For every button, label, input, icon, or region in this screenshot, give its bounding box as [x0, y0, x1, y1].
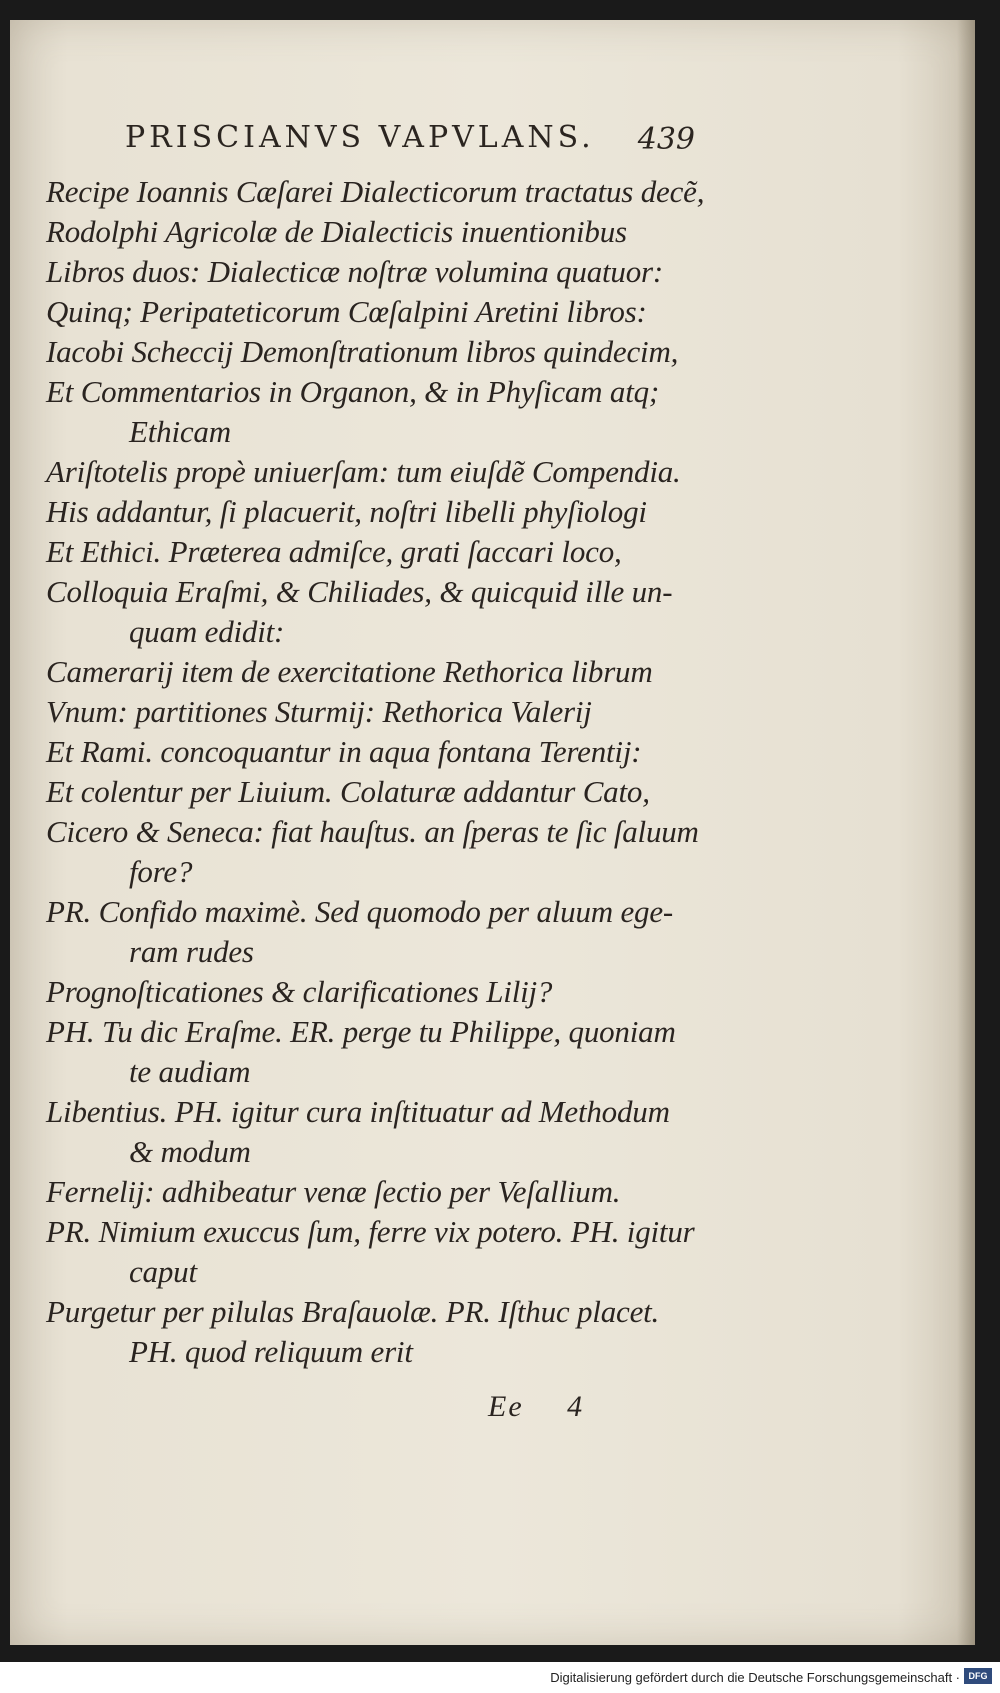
book-page: [10, 20, 975, 1645]
dfg-logo: DFG: [964, 1668, 992, 1684]
running-head: [115, 120, 695, 170]
running-title: PRISCIANVS VAPVLANS.: [125, 120, 595, 155]
page-number: 439: [637, 122, 695, 157]
verse-line: Et Commentarios in Organon, & in Phyſicam atq;: [46, 374, 660, 409]
verse-line: ram rudes: [129, 934, 254, 969]
verse-line: Camerarij item de exercitatione Rethorica librum: [46, 654, 653, 689]
page-edge-shadow: [957, 20, 975, 1645]
verse-line: Libentius. PH. igitur cura inſtituatur ad Methodum: [46, 1094, 670, 1129]
digitization-credit: Digitalisierung gefördert durch die Deutsche Forschungsgemeinschaft ·: [550, 1670, 960, 1685]
verse-line: Libros duos: Dialecticæ noſtræ volumina quatuor:: [46, 254, 663, 289]
footer-bar: [0, 1662, 1000, 1693]
verse-line: Ethicam: [129, 414, 231, 449]
verse-line: PR. Confido maximè. Sed quomodo per aluum ege-: [46, 894, 674, 929]
verse-line: Et Rami. concoquantur in aqua fontana Terentij:: [46, 734, 642, 769]
verse-line: Prognoſticationes & clarificationes Lilij?: [46, 974, 553, 1009]
verse-line: PH. quod reliquum erit: [129, 1334, 413, 1369]
verse-text: [46, 172, 706, 1372]
verse-line: Quinq; Peripateticorum Cœſalpini Aretini libros:: [46, 294, 647, 329]
verse-line: & modum: [129, 1134, 251, 1169]
verse-line: Vnum: partitiones Sturmij: Rethorica Valerij: [46, 694, 592, 729]
verse-line: quam edidit:: [129, 614, 285, 649]
verse-line: fore?: [129, 854, 193, 889]
verse-line: te audiam: [129, 1054, 251, 1089]
signature-mark: [488, 1390, 584, 1424]
verse-line: Rodolphi Agricolæ de Dialecticis inuentionibus: [46, 214, 627, 249]
verse-line: PR. Nimium exuccus ſum, ferre vix potero. PH. igitur: [46, 1214, 695, 1249]
verse-line: Purgetur per pilulas Braſauolæ. PR. Iſthuc placet.: [46, 1294, 660, 1329]
verse-line: Et colentur per Liuium. Colaturæ addantur Cato,: [46, 774, 650, 809]
verse-line: Ariſtotelis propè uniuerſam: tum eiuſdẽ Compendia.: [46, 454, 681, 489]
verse-line: Et Ethici. Præterea admiſce, grati ſaccari loco,: [46, 534, 622, 569]
verse-line: Recipe Ioannis Cæſarei Dialecticorum tractatus decẽ,: [46, 174, 705, 209]
verse-line: Cicero & Seneca: fiat hauſtus. an ſperas te ſic ſaluum: [46, 814, 699, 849]
verse-line: His addantur, ſi placuerit, noſtri libelli phyſiologi: [46, 494, 647, 529]
verse-line: Fernelij: adhibeatur venæ ſectio per Veſallium.: [46, 1174, 621, 1209]
signature-number: 4: [567, 1390, 585, 1423]
verse-line: Iacobi Scheccij Demonſtrationum libros quindecim,: [46, 334, 679, 369]
verse-line: caput: [129, 1254, 197, 1289]
signature-letters: Ee: [488, 1390, 524, 1423]
verse-line: Colloquia Eraſmi, & Chiliades, & quicquid ille un-: [46, 574, 673, 609]
verse-line: PH. Tu dic Eraſme. ER. perge tu Philippe, quoniam: [46, 1014, 676, 1049]
